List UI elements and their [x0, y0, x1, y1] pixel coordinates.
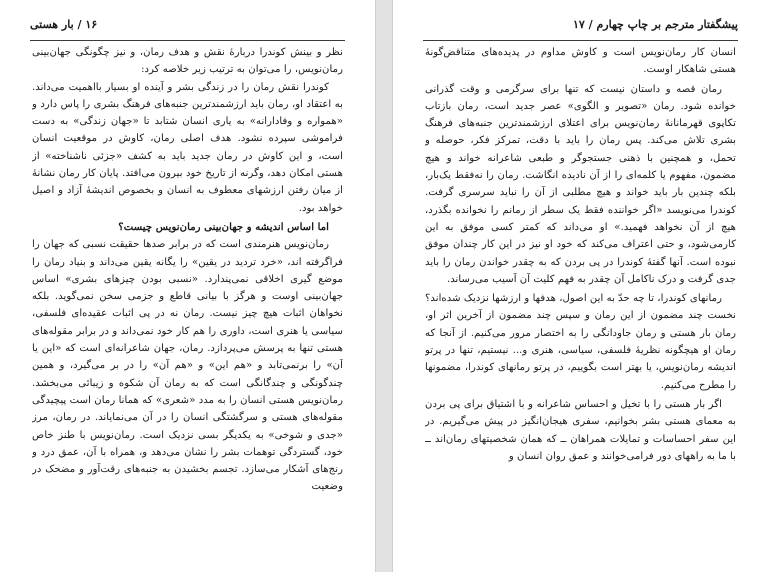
- left-paragraph: کوندرا نقش رمان را در زندگی بشر و آینده او بسیار بااهمیت می‌داند. به اعتقاد او، رمان باید ارزشمندترین جنبه‌های فرهنگ بشری را پاس دارد و «همواره و وفادارانه» به یاری انسان شتابد تا «جهان زندگی» به دست فراموشی سپرده نشود. هدف اصلی رمان، کاوش در موقعیت انسان است، و این کاوش در رمان جدید باید به کشف «جزئی ناشناخته» از هستی امکان دهد، وگرنه از تاریخ خود بیرون می‌افتد. پایان کار رمان نشانهٔ از میان رفتن ارزشهای معطوف به انسان و بخصوص اندیشهٔ آزاد و اصیل خواهد بود.: [32, 81, 343, 214]
- left-question: اما اساس اندیشه و جهان‌بینی رمان‌نویس چیست؟: [118, 220, 329, 233]
- right-paragraph: انسان کار رمان‌نویس است و کاوش مداوم در پدیده‌های متناقض‌گونهٔ هستی شاهکار اوست.: [425, 47, 736, 76]
- left-page-header: ۱۶ / بار هستی: [30, 18, 98, 31]
- left-paragraph: رمان‌نویس هنرمندی است که در برابر صدها حقیقت نسبی که جهان را فراگرفته اند، «خرد تردید در یقین» را یگانه یقین می‌داند و بنیاد رمان را موضع گیری اخلاقی نمی‌پندارد. «نسبی بودن چیزهای بشری» اساس جهان‌بینی اوست و هرگز با بیانی قاطع و جزمی سخن نمی‌گوید. بلکه نخواهان اثبات هیچ چیز نیست. رمان نه در پی اثبات عقیده‌ای فلسفی، سیاسی یا هنری است، داوری را هم کار خود نمی‌داند و در برابر مقوله‌های هستی تنها به پرسش می‌پردازد. رمان، جهان شاعرانه‌ای است که «این یا آن» را برنمی‌تابد و «هم این» و «هم آن» را در بر می‌گیرد، و همین چندگونگی و چندگانگی است که به رمان آن شکوه و زیبائی می‌بخشد. رمان‌نویس هستی انسان را به مدد «شعری» که همانا رمان است پیچیدگی مقوله‌های هستی و سرگشتگی انسان را در آن می‌نمایاند. در رمان، مرز «جدی و شوخی» به یکدیگر بسی نزدیک است. رمان‌نویس با طنز خاص خود، گستردگی توهمات بشر را نشان می‌دهد و، همراه با آن، عمق درد و رنج‌های آشکار می‌سازد. تجسم بخشیدن به جنبه‌های رقت‌آور و مضحک در وضعیت: [32, 239, 343, 493]
- right-header-rule: [423, 40, 738, 41]
- right-paragraph: رمانهای کوندرا، تا چه حدّ به این اصول، هدفها و ارزشها نزدیک شده‌اند؟ نخست چند مضمون از این رمان و سپس چند مضمون از آخرین اثر او، رمان بار هستی و رمان جاودانگی را به اختصار مرور می‌کنیم. از آنجا که رمان او هیچگونه نظریهٔ فلسفی، سیاسی، هنری و... نیستیم، تنها در پرتو اندیشه رمان‌نویس، یا بهتر است بگوییم، در پرتو رمانهای کوندرا، مضمونها را مطرح می‌کنیم.: [425, 293, 736, 391]
- right-paragraph: اگر بار هستی را با تخیل و احساس شاعرانه و با اشتیاق برای پی بردن به معمای هستی بشر بخوانیم، سفری هیجان‌انگیز در پیش می‌گیریم. در این سفر احساسات و تمایلات همراهان ــ که همان شخصیتهای رمان‌اند ــ با ما به راههای دور فرامی‌خوانند و عمق روان انسان و: [425, 398, 736, 462]
- left-page: [0, 0, 376, 572]
- right-page-header: پیشگفتار مترجم بر چاپ چهارم / ۱۷: [572, 18, 738, 31]
- left-header-rule: [30, 40, 345, 41]
- left-page-body: [32, 44, 343, 566]
- right-page: [392, 0, 768, 572]
- right-paragraph: رمان قصه و داستان نیست که تنها برای سرگرمی و وقت گذرانی خوانده شود. رمان «تصویر و الگوی» عصر جدید است، رمان بازتاب تکاپوی قهرمانانهٔ رمان‌نویس برای اعتلای ارزشمندترین جنبه‌های فرهنگ بشری تلاش می‌کند. پس رمان را باید با دقت، تمرکز فکر، حوصله و تحمل، و همچنین با ذهنی جستجوگر و طبعی شاعرانه خواند و هیچ مضمون، مفهوم یا کلمه‌ای را از آن نادیده انگاشت. رمان را نه‌فقط یک‌بار، بلکه چندین بار باید خواند و هیچ مطلبی از آن را نباید سرسری گرفت. کوندرا می‌نویسد «اگر خواننده فقط یک سطر از رمانم را نخوانده بگذرد، هیچ از آن نخواهد فهمید.» او می‌داند که کمتر کسی موفق به این کارمی‌شود، و حتی اعتراف می‌کند که خود او نیز در این کار چندان موفق نبوده است. آنها گفتهٔ کوندرا در پی بردن که به چقدر خواندن رمان را باید جدی گرفت و درک ناکامل آن چقدر به فهم کلیت آن آسیب می‌رساند.: [425, 83, 736, 285]
- book-gutter: [376, 0, 392, 572]
- right-page-body: [425, 44, 736, 566]
- left-paragraph: نظر و بینش کوندرا دربارهٔ نقش و هدف رمان، و نیز چگونگی جهان‌بینی رمان‌نویس، را می‌توان به ترتیب زیر خلاصه کرد:: [32, 47, 343, 76]
